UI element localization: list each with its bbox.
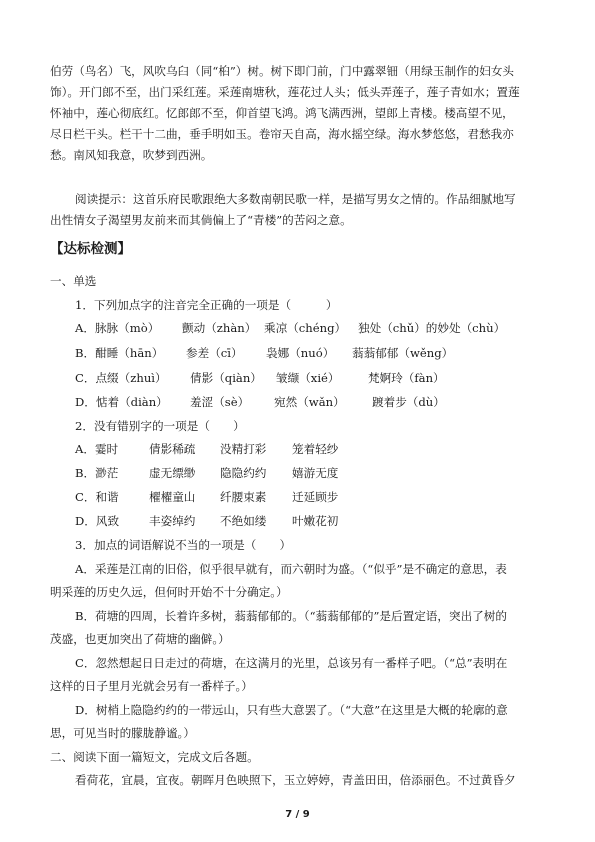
page-number: 7 / 9: [285, 809, 310, 820]
q3-option-a-line-1: A．采莲是江南的旧俗，似乎很早就有，而六朝时为盛。（“似乎”是不确定的意思，表: [75, 562, 507, 576]
q1-stem: 1．下列加点字的注音完全正确的一项是（ ）: [75, 298, 338, 312]
q2-d-item-3: 不绝如缕: [220, 514, 267, 528]
q1-option-d: [0, 395, 595, 410]
q1-d-item-1: D．惦着（diàn）: [75, 395, 168, 409]
q2-option-c: [0, 490, 595, 505]
q1-b-item-4: 蓊蓊郁郁（wěng）: [352, 346, 454, 360]
q1-d-item-3: 宛然（wǎn）: [274, 395, 345, 409]
q3-option-a-line-2: 明采莲的历史久远，但何时开始不十分确定。）: [50, 585, 288, 599]
q3-option-c-line-1: C．忽然想起日日走过的荷塘，在这满月的光里，总该另有一番样子吧。（“总”表明在: [75, 656, 508, 670]
q1-b-item-3: 袅娜（nuó）: [266, 346, 335, 360]
q2-d-item-2: 丰姿绰约: [149, 514, 196, 528]
q3-option-b-line-1: B．荷塘的四周，长着许多树，蓊蓊郁郁的。（“蓊蓊郁郁的”是后置定语，突出了树的: [75, 609, 507, 623]
q1-option-c: [0, 371, 595, 386]
q2-a-item-4: 笼着轻纱: [292, 442, 339, 456]
q3-option-b-line-2: 茂盛，也更加突出了荷塘的幽僻。）: [50, 632, 230, 646]
q1-c-item-4: 梵婀玲（fàn）: [368, 371, 445, 385]
reading-tip-line-2: 出性情女子渴望男友前来而其倘偏上了“青楼”的苦闷之意。: [50, 213, 352, 227]
q2-b-item-3: 隐隐约约: [220, 466, 267, 480]
q1-a-item-2: 颤动（zhàn）: [182, 321, 257, 335]
q3-option-c-line-2: 这样的日子里月光就会另有一番样子。）: [50, 679, 253, 693]
q3-option-d-line-2: 思，可见当时的朦胧静谧。）: [50, 726, 195, 740]
q2-d-item-1: D．风致: [75, 514, 120, 528]
q1-c-item-1: C．点缀（zhuì）: [75, 371, 167, 385]
q2-a-item-2: 倩影稀疏: [149, 442, 196, 456]
q2-option-a: [0, 442, 595, 457]
part1-title: 一、单选: [50, 274, 97, 288]
q2-b-item-1: B．渺茫: [75, 466, 119, 480]
poem-line-4: 尽日栏干头。栏干十二曲，垂手明如玉。卷帘天自高，海水摇空绿。海水梦悠悠，君愁我亦: [50, 127, 514, 141]
passage-line-1: 看荷花，宜晨，宜夜。朝晖月色映照下，玉立婷婷，青盖田田，倍添丽色。不过黄昏夕: [75, 773, 516, 787]
part2-title: 二、阅读下面一篇短文，完成文后各题。: [50, 750, 259, 764]
q2-d-item-4: 叶嫩花初: [292, 514, 339, 528]
q1-a-item-1: A．脉脉（mò）: [75, 321, 160, 335]
q1-c-item-2: 倩影（qiàn）: [190, 371, 262, 385]
q2-b-item-4: 嬉游无度: [292, 466, 339, 480]
q2-a-item-3: 没精打彩: [220, 442, 267, 456]
q2-a-item-1: A．霎时: [75, 442, 119, 456]
q2-c-item-3: 纤腰束素: [220, 490, 267, 504]
q2-option-d: [0, 514, 595, 529]
q2-c-item-2: 櫂櫂童山: [149, 490, 196, 504]
q1-d-item-4: 踱着步（dù）: [372, 395, 445, 409]
poem-line-1: 伯劳（鸟名）飞，风吹乌臼（同“桕”）树。树下即门前，门中露翠钿（用绿玉制作的妇女头: [50, 64, 515, 78]
q2-option-b: [0, 466, 595, 481]
q2-c-item-1: C．和谐: [75, 490, 119, 504]
poem-line-3: 怀袖中，莲心彻底红。忆郎郎不至，仰首望飞鸿。鸿飞满西洲，望郎上青楼。楼高望不见，: [50, 106, 514, 120]
q2-b-item-2: 虚无缥缈: [149, 466, 196, 480]
q3-option-d-line-1: D．树梢上隐隐约约的一带远山，只有些大意罢了。（“大意”在这里是大概的轮廓的意: [75, 703, 508, 717]
q3-stem: 3．加点的词语解说不当的一项是（ ）: [75, 538, 292, 552]
q2-c-item-4: 迁延顾步: [292, 490, 339, 504]
q1-a-item-4: 独处（chǔ）的妙处（chù）: [358, 321, 506, 335]
section-heading: 【达标检测】: [50, 241, 131, 257]
poem-line-2: 饰）。开门郎不至，出门采红莲。采莲南塘秋，莲花过人头；低头弄莲子，莲子青如水；置莲: [50, 85, 520, 99]
q1-option-a: [0, 321, 595, 336]
poem-line-5: 愁。南风知我意，吹梦到西洲。: [50, 148, 213, 162]
q2-stem: 2．没有错别字的一项是（ ）: [75, 419, 245, 433]
q1-option-b: [0, 346, 595, 361]
q1-d-item-2: 羞涩（sè）: [190, 395, 250, 409]
q1-c-item-3: 皱缬（xié）: [276, 371, 340, 385]
q1-b-item-2: 参差（cī）: [186, 346, 243, 360]
q1-b-item-1: B．酣睡（hān）: [75, 346, 164, 360]
reading-tip-line-1: 阅读提示：这首乐府民歌跟绝大多数南朝民歌一样，是描写男女之情的。作品细腻地写: [75, 192, 516, 206]
q1-a-item-3: 乘凉（chéng）: [264, 321, 347, 335]
